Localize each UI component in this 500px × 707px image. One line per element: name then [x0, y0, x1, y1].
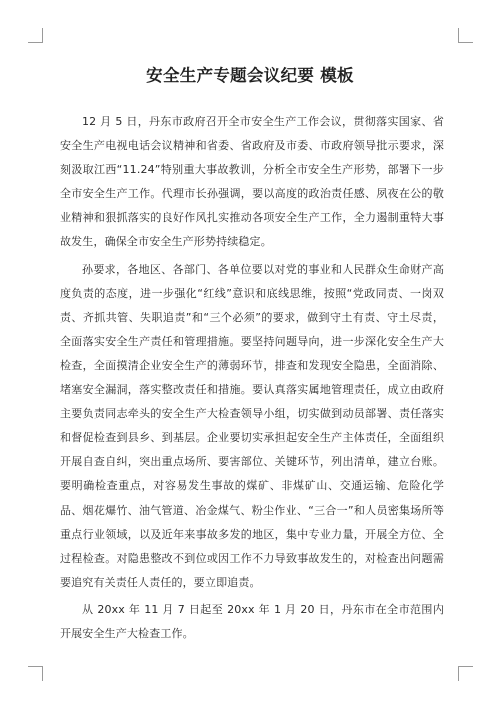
crop-mark-top-left [28, 28, 43, 43]
paragraph-meeting-summary: 12 月 5 日，丹东市政府召开全市安全生产工作会议，贯彻落实国家、省安全生产电视电话会议精神和省委、省政府及市委、市政府领导批示要求，深刻汲取江西“11.24”特别重大事故教训，分析全市安全生产形势，部署下一步全市安全生产工作。代理市长孙强调，要以高度的政治责任感、夙夜在公的敬业精神和狠抓落实的良好作风扎实推动各项安全生产工作，全力遏制重特大事故发生，确保全市安全生产形势持续稳定。 [60, 115, 444, 249]
crop-mark-bottom-right [458, 666, 473, 681]
document-title: 安全生产专题会议纪要 模板 [146, 66, 354, 85]
crop-mark-top-right [458, 28, 473, 43]
document-body [60, 110, 444, 649]
crop-mark-bottom-left [28, 666, 43, 681]
paragraph-requirements: 孙要求，各地区、各部门、各单位要以对党的事业和人民群众生命财产高度负责的态度，进一步强化“红线”意识和底线思维，按照“党政同责、一岗双责、齐抓共管、失职追责”和“三个必须”的要求，做到守土有责、守土尽责，全面落实安全生产责任和管理措施。要坚持问题导向，进一步深化安全生产大检查，全面摸清企业安全生产的薄弱环节，排查和发现安全隐患，全面消除、堵塞安全漏洞，落实整改责任和措施。要认真落实属地管理责任，成立由政府主要负责同志牵头的安全生产大检查领导小组，切实做到动员部署、责任落实和督促检查到县乡、到基层。企业要切实承担起安全生产主体责任，全面组织开展自查自纠，突出重点场所、要害部位、关键环节，列出清单，建立台账。要明确检查重点，对容易发生事故的煤矿、非煤矿山、交通运输、危险化学品、烟花爆竹、油气管道、冶金煤气、粉尘作业、“三合一”和人员密集场所等重点行业领域，以及近年来事故多发的地区，集中专业力量，开展全方位、全过程检查。对隐患整改不到位或因工作不力导致事故发生的，对检查出问题需要追究有关责任人责任的，要立即追责。 [60, 262, 444, 589]
paragraph-inspection-period: 从 20xx 年 11 月 7 日起至 20xx 年 1 月 20 日，丹东市在全市范围内开展安全生产大检查工作。 [60, 602, 444, 640]
